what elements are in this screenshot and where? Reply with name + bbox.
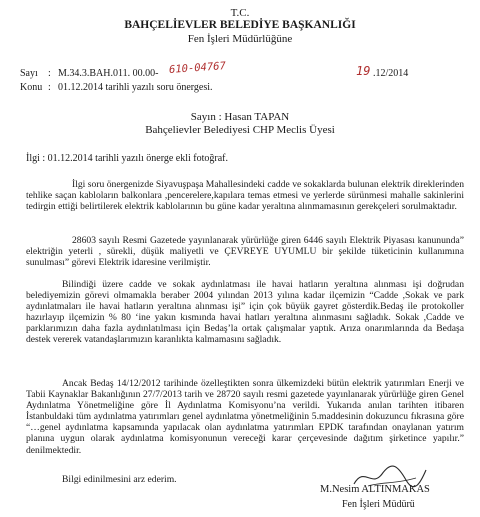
- konu-colon: :: [48, 82, 51, 93]
- sayi-colon: :: [48, 68, 51, 79]
- paragraph-1: İlgi soru önergenizde Siyavuşpaşa Mahallesindeki cadde ve sokaklarda bulunan elektrik direklerinden tehlike saçan kabloların balkonlara ,pencerelere,kapılara temas etmesi ve yerlerde sürünmesi mahalle sakinlerini tedirgin ettiği belirtilerek elektrik kablolarının bu güne kadar yeraltına alınmamasının gerekçeleri sorulmaktadır.: [26, 179, 464, 213]
- addressee-title: Bahçelievler Belediyesi CHP Meclis Üyesi: [145, 124, 335, 136]
- sayi-handwritten-number: 610-04767: [168, 60, 227, 76]
- sayi-label: Sayı: [20, 68, 38, 79]
- header-country: T.C.: [230, 7, 250, 19]
- addressee-name: Sayın : Hasan TAPAN: [190, 111, 290, 123]
- paragraph-4: Ancak Bedaş 14/12/2012 tarihinde özelleştikten sonra ülkemizdeki bütün elektrik yatırımları Enerji ve Tabii Kaynaklar Bakanlığının 27/7/2013 tarih ve 28720 sayılı resmi gazetede yayınlanarak yürürlüğe giren Genel Aydınlatma Yönetmeliğine göre İl Aydınlatma Komisyonu’na verildi. Yukarıda anılan tarihten itibaren İstanbuldaki tüm aydınlatma yatırımları genel aydınlatma yönetmeliğinin 5.maddesinin dokuzuncu fıkrasına göre “…genel aydınlatma kapsamında yapılacak olan aydınlatma yatırımları EPDK tarafından onaylanan yatırım planına uygun olarak aydınlatma komisyonunun vereceği karar çerçevesinde dağıtım şirketince yapılır.” denilmektedir.: [26, 378, 464, 456]
- paragraph-3: Bilindiği üzere cadde ve sokak aydınlatması ile havai hatların yeraltına alınması işi doğrudan belediyemizin görevi olmamakla beraber 2004 yılından 2013 yılına kadar ilçemizin “Cadde ,Sokak ve park aydınlatmaları ile havai hatların yeraltına alınması işi” için çok büyük gayret gösterdik.Bedaş ile protokoller hazırlayıp ilçemizin % 80 ‘ine yakın kısmında havai hatları yeraltına alınmasını sağladık. Sokak ,Cadde ve parklarımızın daha fazla aydınlatılması için Bedaş’la ortak çalışmalar yaptık. Arıza onarımlarında da Bedaşa destek vererek vatandaşlarımızın karanlıkta kalmamasını sağladık.: [26, 279, 464, 346]
- reference-line: İlgi : 01.12.2014 tarihli yazılı önerge ekli fotoğraf.: [26, 153, 228, 164]
- konu-label: Konu: [20, 82, 43, 93]
- closing-line: Bilgi edinilmesini arz ederim.: [62, 474, 177, 485]
- date-handwritten-day: 19: [356, 64, 371, 78]
- header-institution: BAHÇELİEVLER BELEDİYE BAŞKANLIĞI: [124, 19, 356, 31]
- sayi-value: M.34.3.BAH.011. 00.00-: [58, 68, 159, 79]
- date-suffix: .12/2014: [373, 68, 409, 79]
- signatory-title: Fen İşleri Müdürü: [342, 499, 415, 510]
- paragraph-2: 28603 sayılı Resmi Gazetede yayınlanarak yürürlüğe giren 6446 sayılı Elektrik Piyasası kanununda” elektriğin yeterli , sürekli, düşük maliyetli ve ÇEVREYE UYUMLU bir şekilde tüketicinin kullanımına sunulması” görevi Elektrik idaresine verilmiştir.: [26, 235, 464, 269]
- signatory-name: M.Nesim ALTINMAKAS: [320, 484, 430, 495]
- header-department: Fen İşleri Müdürlüğüne: [187, 33, 293, 45]
- konu-value: 01.12.2014 tarihli yazılı soru önergesi.: [58, 82, 213, 93]
